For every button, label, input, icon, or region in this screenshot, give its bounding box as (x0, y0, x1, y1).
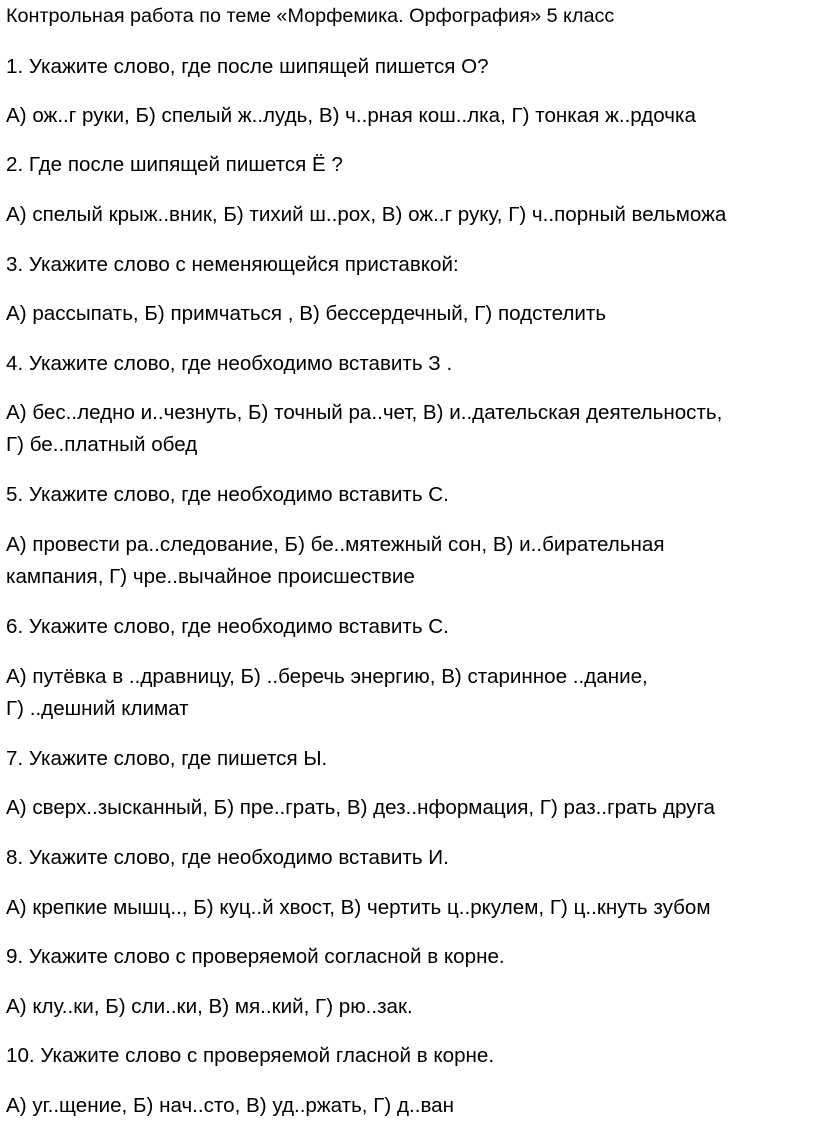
question-10: 10. Укажите слово с проверяемой гласной в корне. (6, 1044, 495, 1067)
question-1: 1. Укажите слово, где после шипящей пишется О? (6, 55, 489, 78)
question-8: 8. Укажите слово, где необходимо вставить И. (6, 846, 449, 869)
worksheet-title: Контрольная работа по теме «Морфемика. Орфография» 5 класс (6, 5, 615, 27)
answers-5-line-1: А) провести ра..следование, Б) бе..мятежный сон, В) и..бирательная (6, 533, 665, 556)
question-2: 2. Где после шипящей пишется Ё ? (6, 153, 343, 176)
answers-5-line-2: кампания, Г) чре..вычайное происшествие (6, 565, 415, 588)
question-5: 5. Укажите слово, где необходимо вставить С. (6, 483, 449, 506)
question-6: 6. Укажите слово, где необходимо вставить С. (6, 615, 449, 638)
answers-1: А) ож..г руки, Б) спелый ж..лудь, В) ч..рная кош..лка, Г) тонкая ж..рдочка (6, 104, 696, 127)
question-7: 7. Укажите слово, где пишется Ы. (6, 747, 328, 770)
answers-4-line-2: Г) бе..платный обед (6, 433, 198, 456)
answers-8: А) крепкие мышц.., Б) куц..й хвост, В) чертить ц..ркулем, Г) ц..кнуть зубом (6, 896, 711, 919)
answers-4-line-1: А) бес..ледно и..чезнуть, Б) точный ра..чет, В) и..дательская деятельность, (6, 401, 723, 424)
answers-3: А) рассыпать, Б) примчаться , В) бессердечный, Г) подстелить (6, 302, 607, 325)
answers-9: А) клу..ки, Б) сли..ки, В) мя..кий, Г) рю..зак. (6, 995, 413, 1018)
answers-7: А) сверх..зысканный, Б) пре..грать, В) дез..нформация, Г) раз..грать друга (6, 796, 715, 819)
answers-6-line-1: А) путёвка в ..дравницу, Б) ..беречь энергию, В) старинное ..дание, (6, 665, 648, 688)
answers-6-line-2: Г) ..дешний климат (6, 697, 189, 720)
answers-2: А) спелый крыж..вник, Б) тихий ш..рох, В) ож..г руку, Г) ч..порный вельможа (6, 203, 727, 226)
question-9: 9. Укажите слово с проверяемой согласной в корне. (6, 945, 505, 968)
answers-10: А) уг..щение, Б) нач..сто, В) уд..ржать, Г) д..ван (6, 1094, 454, 1117)
question-3: 3. Укажите слово с неменяющейся приставкой: (6, 253, 459, 276)
question-4: 4. Укажите слово, где необходимо вставить З . (6, 352, 453, 375)
